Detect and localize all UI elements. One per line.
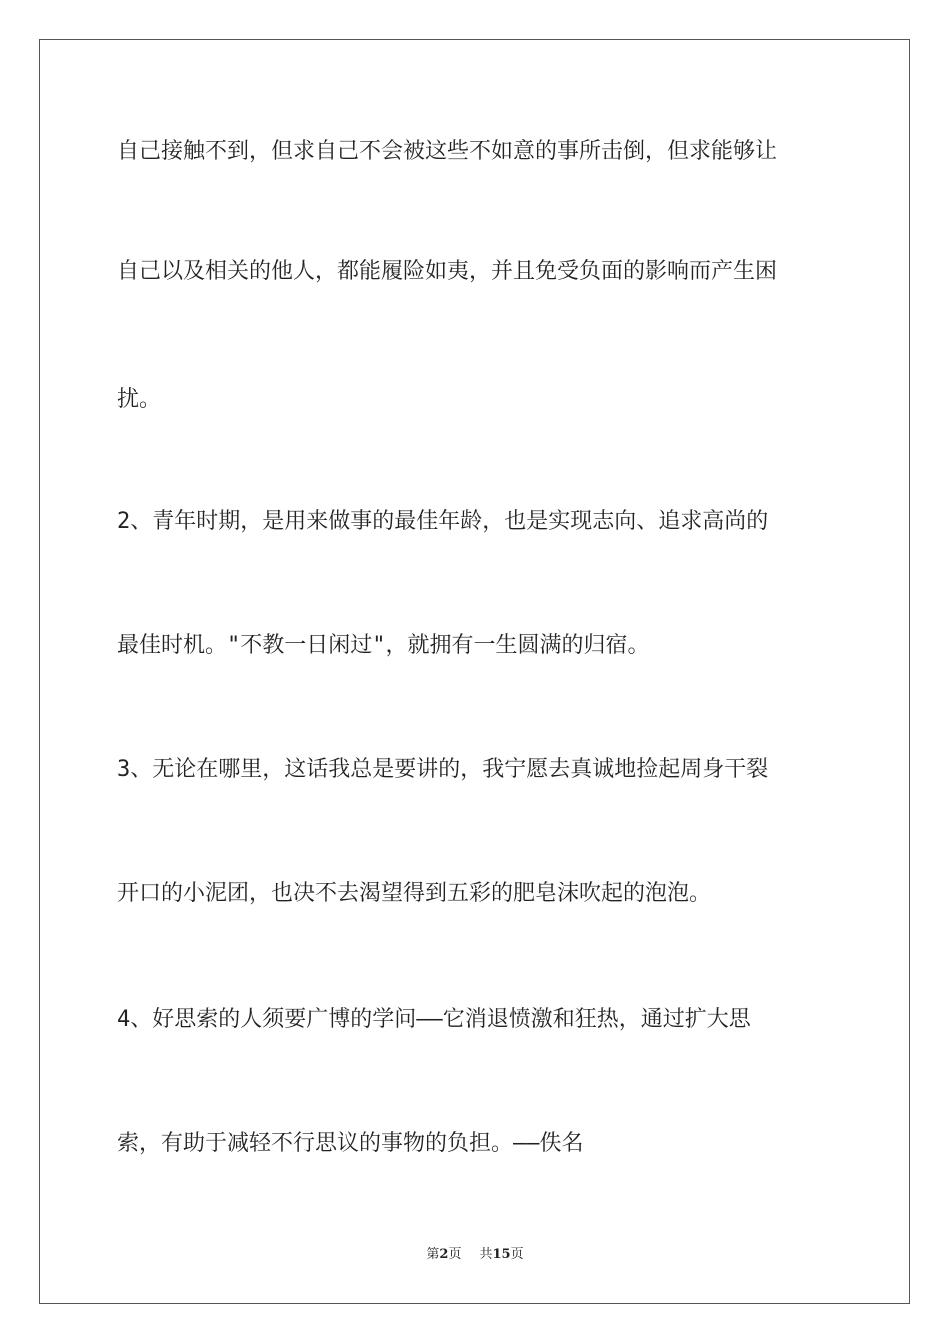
total-label-suffix: 页 xyxy=(510,1247,524,1262)
text-line: 扰。 xyxy=(117,387,162,412)
page-footer xyxy=(0,1246,950,1264)
text-line: 开口的小泥团，也决不去渴望得到五彩的肥皂沫吹起的泡泡。 xyxy=(117,881,712,906)
page-label-prefix: 第 xyxy=(426,1247,440,1262)
text-line: 最佳时机。"不教一日闲过"，就拥有一生圆满的归宿。 xyxy=(117,633,650,658)
total-label-prefix: 共 xyxy=(479,1247,493,1262)
current-page-number: 2 xyxy=(439,1247,449,1262)
text-line: 自己接触不到，但求自己不会被这些不如意的事所击倒，但求能够让 xyxy=(117,139,778,164)
text-line: 4、好思索的人须要广博的学问——它消退愤激和狂热，通过扩大思 xyxy=(117,1007,751,1032)
page-border xyxy=(39,39,910,1304)
text-line: 3、无论在哪里，这话我总是要讲的，我宁愿去真诚地捡起周身干裂 xyxy=(117,757,769,782)
total-page-count: 15 xyxy=(492,1247,511,1262)
text-line: 2、青年时期，是用来做事的最佳年龄，也是实现志向、追求高尚的 xyxy=(117,509,769,534)
page-label-suffix: 页 xyxy=(448,1247,462,1262)
text-line: 索，有助于减轻不行思议的事物的负担。——佚名 xyxy=(117,1131,584,1156)
text-line: 自己以及相关的他人，都能履险如夷，并且免受负面的影响而产生困 xyxy=(117,259,778,284)
